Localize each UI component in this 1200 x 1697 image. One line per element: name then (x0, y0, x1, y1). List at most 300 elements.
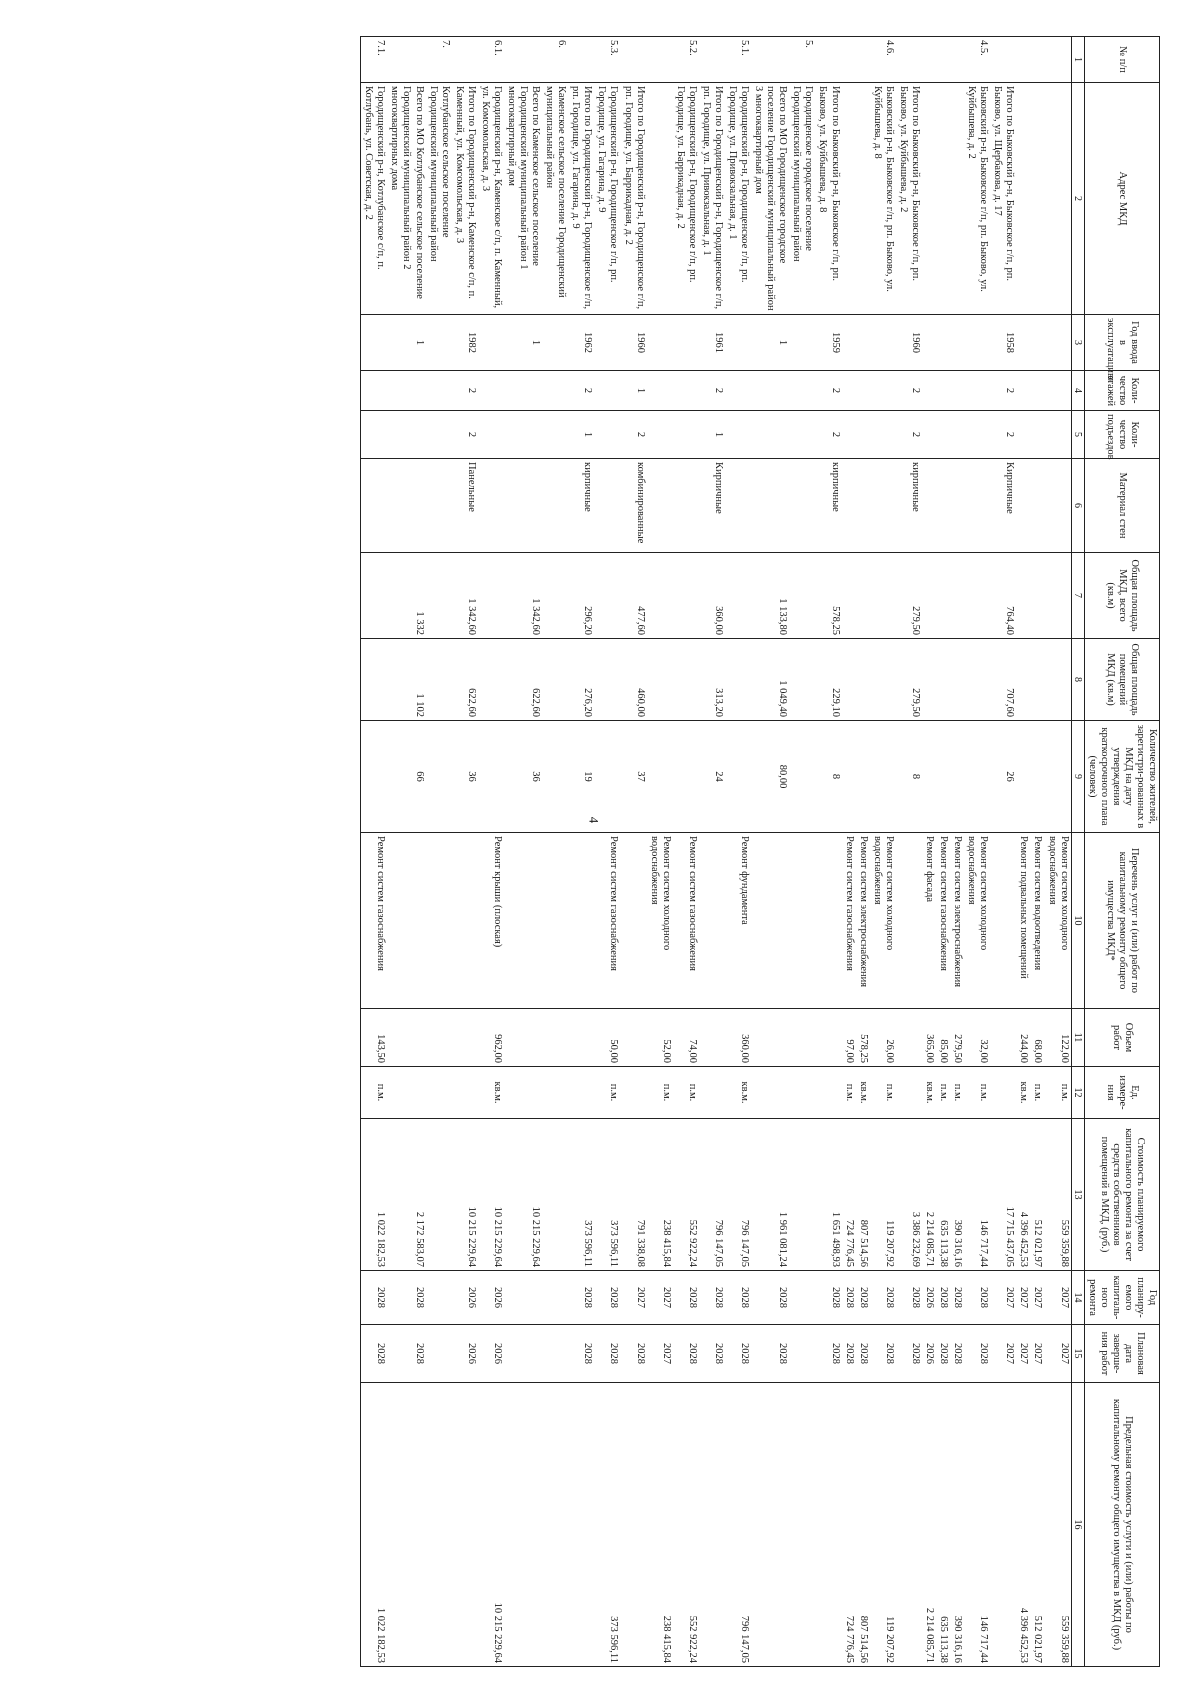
table-cell: 37 (621, 721, 647, 833)
table-cell: 2028 (568, 1325, 594, 1383)
table-cell (789, 1271, 815, 1325)
table-cell: 390 316,16 (950, 1383, 964, 1667)
table-cell: 2 (815, 371, 841, 411)
table-cell (1045, 37, 1072, 83)
table-cell: 791 338,08 (621, 1119, 647, 1271)
table-cell: 796 147,05 (699, 1119, 725, 1271)
table-cell: Ремонт систем газоснабжения (594, 833, 620, 1009)
table-cell: 50,00 (594, 1009, 620, 1067)
table-cell: Кирпичные (990, 459, 1016, 553)
table-row (815, 37, 841, 1667)
table-cell: 17 715 437,05 (990, 1119, 1016, 1271)
table-cell: 2027 (647, 1271, 673, 1325)
table-cell: Ремонт фасада (922, 833, 936, 1009)
table-cell: 2028 (751, 1325, 789, 1383)
table-cell: 5. (789, 37, 815, 83)
table-body (361, 37, 1071, 1667)
table-cell (751, 37, 789, 83)
table-cell: 7.1. (361, 37, 388, 83)
table-cell (647, 721, 673, 833)
column-number-cell: 3 (1071, 315, 1084, 371)
table-cell (922, 411, 936, 459)
table-cell: 36 (452, 721, 478, 833)
table-cell (922, 459, 936, 553)
page-number: 4 (586, 816, 602, 824)
table-cell: 19 (568, 721, 594, 833)
table-cell (842, 83, 856, 315)
table-cell (842, 37, 856, 83)
table-cell (950, 553, 964, 639)
table-cell (426, 1271, 452, 1325)
table-cell: 2027 (1016, 1325, 1030, 1383)
table-cell: 2028 (950, 1325, 964, 1383)
table-cell (990, 833, 1016, 1009)
table-cell (789, 1067, 815, 1119)
table-cell (504, 459, 542, 553)
table-cell (789, 315, 815, 371)
table-cell (896, 833, 922, 1009)
table-cell (1016, 83, 1030, 315)
table-cell (789, 1383, 815, 1667)
table-cell: 552 922,24 (673, 1119, 699, 1271)
table-cell: 796 147,05 (725, 1119, 751, 1271)
table-cell (964, 315, 990, 371)
table-cell (842, 639, 856, 721)
table-cell: 2028 (673, 1271, 699, 1325)
table-cell (870, 411, 896, 459)
table-cell: 2028 (964, 1325, 990, 1383)
table-cell: 622,60 (504, 639, 542, 721)
table-cell: 119 207,92 (870, 1383, 896, 1667)
table-cell (504, 411, 542, 459)
table-cell (647, 459, 673, 553)
table-cell: 66 (387, 721, 425, 833)
table-cell: 559 359,88 (1045, 1383, 1072, 1667)
table-cell (751, 1383, 789, 1667)
table-cell: Ремонт систем холодного водоснабжения (647, 833, 673, 1009)
table-cell: 4.6. (870, 37, 896, 83)
table-cell (751, 1009, 789, 1067)
header-cell: Общая площадь МКД, всего (кв.м) (1084, 553, 1159, 639)
table-cell (964, 553, 990, 639)
table-cell (856, 315, 870, 371)
table-cell (1030, 83, 1044, 315)
table-cell (542, 553, 568, 639)
table-cell: 373 596,11 (568, 1119, 594, 1271)
table-cell (647, 37, 673, 83)
table-cell (504, 833, 542, 1009)
table-cell (922, 553, 936, 639)
column-number-cell: 2 (1071, 83, 1084, 315)
table-cell (673, 371, 699, 411)
table-cell (542, 1325, 568, 1383)
table-cell (542, 1119, 568, 1271)
table-cell: 5.1. (725, 37, 751, 83)
table-cell: Итого по Городищенский р-н, Каменское с/п, п. Каменный, ул. Комсомольская, д. 3 (452, 83, 478, 315)
table-cell (964, 371, 990, 411)
table-cell: Итого по Городищенский р-н, Городищенское г/п, рп. Городище, ул. Баррикадная, д. 2 (621, 83, 647, 315)
table-cell: Ремонт систем водоотведения (1030, 833, 1044, 1009)
table-cell: 2028 (815, 1325, 841, 1383)
table-cell: 1 049,40 (751, 639, 789, 721)
table-cell (361, 411, 388, 459)
table-cell (751, 833, 789, 1009)
table-cell (1030, 553, 1044, 639)
table-cell: 244,00 (1016, 1009, 1030, 1067)
table-cell (594, 459, 620, 553)
table-cell: 2027 (1045, 1325, 1072, 1383)
table-cell (1016, 459, 1030, 553)
table-cell: Ремонт систем холодного водоснабжения (870, 833, 896, 1009)
table-cell: 146 717,44 (964, 1119, 990, 1271)
table-cell: Ремонт систем газоснабжения (361, 833, 388, 1009)
table-cell: 1958 (990, 315, 1016, 371)
table-cell (568, 833, 594, 1009)
table-cell: 1 342,60 (504, 553, 542, 639)
table-cell: 2028 (361, 1271, 388, 1325)
table-cell (504, 1271, 542, 1325)
table-cell: 2028 (896, 1271, 922, 1325)
table-cell: 2028 (896, 1325, 922, 1383)
table-cell: Ремонт систем газоснабжения (936, 833, 950, 1009)
table-cell (936, 371, 950, 411)
table-cell (936, 459, 950, 553)
table-cell (1030, 639, 1044, 721)
table-cell: 1 022 182,53 (361, 1119, 388, 1271)
table-cell: 2028 (725, 1271, 751, 1325)
table-cell: кв.м. (478, 1067, 504, 1119)
table-cell: Ремонт систем электроснабжения (950, 833, 964, 1009)
table-row (936, 37, 950, 1667)
table-cell: 8 (815, 721, 841, 833)
table-cell: 122,00 (1045, 1009, 1072, 1067)
table-cell (751, 411, 789, 459)
table-cell (504, 37, 542, 83)
table-cell: Всего по МО Городищенское городское поселение Городищенский муниципальный район 3 многоквартирный дом (751, 83, 789, 315)
column-number-cell: 8 (1071, 639, 1084, 721)
table-cell: 2028 (870, 1325, 896, 1383)
table-cell: 460,00 (621, 639, 647, 721)
table-cell (842, 315, 856, 371)
table-cell (1030, 37, 1044, 83)
table-cell: 1 332 (387, 553, 425, 639)
table-cell: 512 021,97 (1030, 1383, 1044, 1667)
table-cell: Быковский р-н, Быковское г/п, рп. Быково, ул. Куйбышева, д. 2 (964, 83, 990, 315)
table-cell: 807 514,56 (856, 1383, 870, 1667)
table-cell (426, 833, 452, 1009)
header-cell: Количество жителей, зарегистри-рованных в МКД на дату утверждения краткосрочного плана (человек) (1084, 721, 1159, 833)
table-cell (452, 833, 478, 1009)
table-cell: 373 596,11 (594, 1119, 620, 1271)
table-cell: 8 (896, 721, 922, 833)
table-cell: 97,00 (842, 1009, 856, 1067)
table-row (789, 37, 815, 1667)
table-cell (568, 1383, 594, 1667)
table-cell: п.м. (950, 1067, 964, 1119)
table-cell: 2028 (725, 1325, 751, 1383)
table-cell (361, 315, 388, 371)
table-cell (594, 553, 620, 639)
table-cell: п.м. (842, 1067, 856, 1119)
table-cell: 4 396 452,53 (1016, 1383, 1030, 1667)
table-row (1045, 37, 1072, 1667)
table-cell (387, 37, 425, 83)
table-cell (950, 37, 964, 83)
table-cell: Итого по Городищенский р-н, Городищенское г/п, рп. Городище, ул. Гагарина, д. 9 (568, 83, 594, 315)
table-cell: п.м. (361, 1067, 388, 1119)
rotated-table-page (42, 36, 1160, 1666)
table-cell (725, 459, 751, 553)
table-cell (478, 721, 504, 833)
table-cell: 296,20 (568, 553, 594, 639)
table-cell: 2028 (856, 1271, 870, 1325)
table-cell: 962,00 (478, 1009, 504, 1067)
table-cell (789, 1325, 815, 1383)
table-cell (478, 411, 504, 459)
table-cell (647, 639, 673, 721)
table-cell: 2 (452, 371, 478, 411)
table-cell (699, 1009, 725, 1067)
table-cell: Итого по Городищенский р-н, Городищенское г/п, рп. Городище, ул. Привокзальная, д. 1 (699, 83, 725, 315)
table-cell (594, 721, 620, 833)
header-cell: Коли-чество подъездов (1084, 411, 1159, 459)
table-cell: кв.м. (725, 1067, 751, 1119)
table-cell: 1 961 081,24 (751, 1119, 789, 1271)
table-cell (1045, 553, 1072, 639)
table-cell: 1 (699, 411, 725, 459)
table-cell: 2028 (568, 1271, 594, 1325)
table-cell: 6. (542, 37, 568, 83)
table-cell (870, 315, 896, 371)
header-cell: Предельная стоимость услуги и (или) работы по капитальному ремонту общего имущества в МКД (руб.) (1084, 1383, 1159, 1667)
table-cell (950, 371, 964, 411)
table-cell (361, 459, 388, 553)
table-cell: 1 342,60 (452, 553, 478, 639)
table-cell (789, 411, 815, 459)
table-cell: 2027 (1045, 1271, 1072, 1325)
table-cell (856, 553, 870, 639)
table-cell (361, 371, 388, 411)
table-cell: 24 (699, 721, 725, 833)
table-cell: п.м. (594, 1067, 620, 1119)
table-cell (504, 1009, 542, 1067)
table-cell (621, 833, 647, 1009)
table-cell: 2028 (361, 1325, 388, 1383)
table-cell (1045, 639, 1072, 721)
table-cell: 1982 (452, 315, 478, 371)
table-cell: 279,50 (896, 553, 922, 639)
table-cell (452, 1383, 478, 1667)
table-cell: 10 215 229,64 (452, 1119, 478, 1271)
table-cell: 26,00 (870, 1009, 896, 1067)
table-cell (789, 459, 815, 553)
table-cell (990, 1067, 1016, 1119)
table-cell (751, 371, 789, 411)
table-cell: Итого по Быковский р-н, Быковское г/п, рп. Быково, ул. Щербакова, д. 17 (990, 83, 1016, 315)
table-cell: 796 147,05 (725, 1383, 751, 1667)
table-cell (621, 1009, 647, 1067)
column-number-cell: 16 (1071, 1383, 1084, 1667)
table-cell (647, 371, 673, 411)
table-cell (1016, 639, 1030, 721)
table-cell (387, 459, 425, 553)
table-cell (568, 1009, 594, 1067)
table-cell: 2028 (936, 1271, 950, 1325)
table-cell: Кирпичные (699, 459, 725, 553)
header-cell: Год ввода в эксплуатацию (1084, 315, 1159, 371)
table-cell: 85,00 (936, 1009, 950, 1067)
table-cell (426, 371, 452, 411)
table-cell (673, 315, 699, 371)
table-cell (452, 1009, 478, 1067)
table-cell (673, 721, 699, 833)
table-cell (699, 833, 725, 1009)
column-number-cell: 6 (1071, 459, 1084, 553)
table-cell (896, 1383, 922, 1667)
column-number-cell: 9 (1071, 721, 1084, 833)
table-cell (452, 37, 478, 83)
table-cell (725, 721, 751, 833)
table-cell: 2026 (478, 1271, 504, 1325)
table-row (950, 37, 964, 1667)
table-cell: 2 (990, 411, 1016, 459)
table-cell (922, 721, 936, 833)
table-cell (1030, 459, 1044, 553)
table-cell (936, 411, 950, 459)
table-cell: 360,00 (699, 553, 725, 639)
table-cell (361, 553, 388, 639)
table-cell (621, 37, 647, 83)
table-cell (870, 721, 896, 833)
capital-repair-table (360, 36, 1160, 1667)
table-cell (542, 411, 568, 459)
table-cell: 2028 (751, 1271, 789, 1325)
table-cell: Итого по Быковский р-н, Быковское г/п, рп. Быково, ул. Куйбышева, д. 2 (896, 83, 922, 315)
table-cell (426, 1325, 452, 1383)
table-cell (1045, 315, 1072, 371)
table-cell (621, 1383, 647, 1667)
table-cell (699, 37, 725, 83)
column-number-cell: 14 (1071, 1271, 1084, 1325)
table-cell: Городищенский р-н, Городищенское г/п, рп. Городище, ул. Привокзальная, д. 1 (725, 83, 751, 315)
table-cell (387, 1009, 425, 1067)
table-cell: 6.1. (478, 37, 504, 83)
table-cell: Котлубанское сельское поселение Городищенский муниципальный район (426, 83, 452, 315)
table-cell: 2 214 085,71 (922, 1383, 936, 1667)
table-cell: 1 102 (387, 639, 425, 721)
table-cell (478, 315, 504, 371)
table-row (1016, 37, 1030, 1667)
table-cell: 559 359,88 (1045, 1119, 1072, 1271)
column-number-cell: 7 (1071, 553, 1084, 639)
column-number-cell: 11 (1071, 1009, 1084, 1067)
table-cell (426, 639, 452, 721)
table-row (990, 37, 1016, 1667)
table-cell: 1962 (568, 315, 594, 371)
table-cell (542, 315, 568, 371)
table-cell: 2028 (856, 1325, 870, 1383)
column-number-cell: 15 (1071, 1325, 1084, 1383)
table-cell (842, 553, 856, 639)
table-cell (936, 83, 950, 315)
table-cell (542, 1009, 568, 1067)
table-cell (387, 411, 425, 459)
table-cell (504, 1383, 542, 1667)
table-cell: Ремонт систем газоснабжения (842, 833, 856, 1009)
table-cell (922, 371, 936, 411)
table-cell: Панельные (452, 459, 478, 553)
table-cell: 7. (426, 37, 452, 83)
table-cell: Городищенский р-н, Каменское с/п, п. Каменный, ул. Комсомольская, д. 3 (478, 83, 504, 315)
table-cell: 2028 (842, 1325, 856, 1383)
table-cell (870, 371, 896, 411)
table-cell: 552 922,24 (673, 1383, 699, 1667)
table-cell (896, 37, 922, 83)
table-cell (751, 459, 789, 553)
table-cell: 2028 (387, 1325, 425, 1383)
table-row (725, 37, 751, 1667)
table-cell (856, 411, 870, 459)
table-cell (964, 721, 990, 833)
table-cell (896, 1009, 922, 1067)
table-cell (426, 1119, 452, 1271)
header-cell: Стоимость планируемого капитального ремонта за счет средств собственников помещений в МКД, (руб.) (1084, 1119, 1159, 1271)
table-cell: п.м. (870, 1067, 896, 1119)
table-cell: 635 113,38 (936, 1119, 950, 1271)
table-cell: 512 021,97 (1030, 1119, 1044, 1271)
table-row (478, 37, 504, 1667)
table-cell (815, 1009, 841, 1067)
table-cell: Городищенский р-н, Городищенское г/п, рп. Городище, ул. Гагарина, д. 9 (594, 83, 620, 315)
table-row (594, 37, 620, 1667)
table-cell: кв.м. (856, 1067, 870, 1119)
table-cell: 1960 (896, 315, 922, 371)
table-cell (964, 411, 990, 459)
table-cell (964, 639, 990, 721)
table-cell: 2 (699, 371, 725, 411)
table-cell (1016, 411, 1030, 459)
table-cell: 365,00 (922, 1009, 936, 1067)
header-cell: Год планиру-емого капиталь-ного ремонта (1084, 1271, 1159, 1325)
table-row (896, 37, 922, 1667)
table-cell: 52,00 (647, 1009, 673, 1067)
table-cell: 2027 (621, 1271, 647, 1325)
table-cell (542, 1383, 568, 1667)
table-cell: кирпичные (896, 459, 922, 553)
header-cell: Перечень услуг и (или) работ по капитальному ремонту общего имущества МКД* (1084, 833, 1159, 1009)
table-cell: Быковский р-н, Быковское г/п, рп. Быково, ул. Куйбышева, д. 8 (870, 83, 896, 315)
table-cell: 2 (815, 411, 841, 459)
table-cell: 1961 (699, 315, 725, 371)
table-row (1030, 37, 1044, 1667)
column-number-cell: 12 (1071, 1067, 1084, 1119)
table-cell: п.м. (673, 1067, 699, 1119)
table-cell: Ремонт систем электроснабжения (856, 833, 870, 1009)
table-cell (1016, 721, 1030, 833)
table-cell (1016, 371, 1030, 411)
table-cell: кв.м. (1016, 1067, 1030, 1119)
table-cell (1030, 721, 1044, 833)
table-cell (856, 371, 870, 411)
table-cell (673, 639, 699, 721)
table-cell: 2028 (870, 1271, 896, 1325)
table-cell (673, 459, 699, 553)
table-cell: 2028 (815, 1271, 841, 1325)
table-cell (990, 1009, 1016, 1067)
table-cell (426, 1383, 452, 1667)
table-cell (789, 721, 815, 833)
table-cell: 2027 (1016, 1271, 1030, 1325)
